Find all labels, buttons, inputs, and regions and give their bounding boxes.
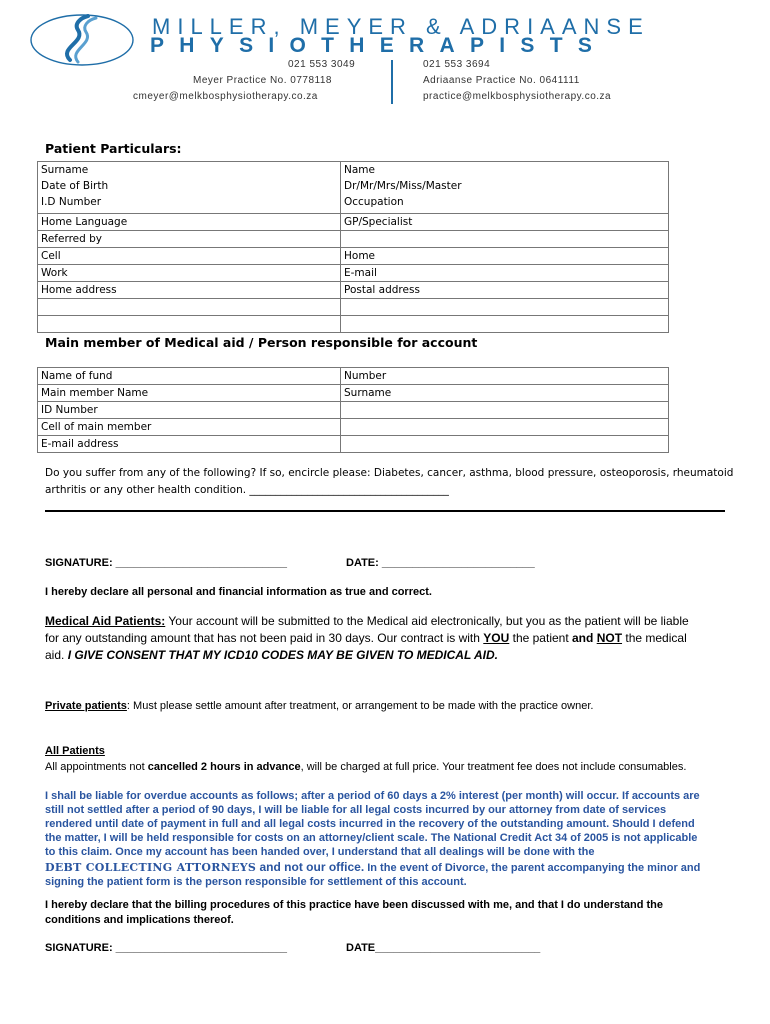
patient-cell-blank[interactable]	[38, 299, 341, 316]
all-patients-text	[45, 761, 686, 773]
liability-line: to this claim. Once my account has been handed over, I understand that all dealings will be done with the	[45, 846, 595, 858]
medical-aid-text: for any outstanding amount that has not been paid in 30 days. Our contract is with	[45, 631, 484, 645]
medical-cell[interactable]	[341, 402, 669, 419]
private-patients-label: Private patients	[45, 700, 127, 712]
medical-cell[interactable]	[341, 419, 669, 436]
patient-table	[37, 161, 669, 333]
medical-aid-text: the patient	[509, 631, 572, 645]
field-label: Cell	[41, 250, 61, 262]
medical-cell[interactable]	[341, 368, 669, 385]
medical-section-title: Main member of Medical aid / Person responsible for account	[45, 335, 478, 350]
conditions-question: Do you suffer from any of the following? If so, encircle please: Diabetes, cancer, asthma, blood pressure, osteoporosis, rheumatoid	[45, 467, 734, 479]
field-label: Surname	[41, 164, 89, 176]
billing-line: conditions and implications thereof.	[45, 914, 234, 926]
medical-aid-paragraph	[45, 613, 735, 664]
divider-line	[45, 510, 725, 512]
patient-cell[interactable]	[341, 248, 669, 265]
field-label: Name	[344, 164, 375, 176]
firm-name: MILLER, MEYER & ADRIAANSE	[152, 14, 650, 39]
field-label: ID Number	[41, 404, 98, 416]
patient-cell-name[interactable]	[341, 162, 669, 214]
patient-cell[interactable]	[341, 231, 669, 248]
medical-cell[interactable]	[341, 436, 669, 453]
private-patients-paragraph	[45, 700, 593, 712]
patient-cell[interactable]	[341, 265, 669, 282]
patient-cell-blank[interactable]	[341, 299, 669, 316]
right-practice-number: Adriaanse Practice No. 0641111	[423, 75, 580, 86]
field-label	[344, 402, 665, 418]
header-divider	[391, 60, 393, 104]
field-label: E-mail	[344, 267, 377, 279]
field-label: Occupation	[344, 196, 404, 208]
left-email: cmeyer@melkbosphysiotherapy.co.za	[133, 91, 318, 102]
consent-statement: I GIVE CONSENT THAT MY ICD10 CODES MAY BE GIVEN TO MEDICAL AID.	[67, 648, 498, 662]
field-label: Cell of main member	[41, 421, 152, 433]
field-label: E-mail address	[41, 438, 119, 450]
profession-title: PHYSIOTHERAPISTS	[150, 34, 608, 57]
all-patients-text-a: All appointments not	[45, 761, 148, 773]
field-label: I.D Number	[41, 196, 102, 208]
you-emphasis: YOU	[483, 631, 510, 645]
patient-cell-personal[interactable]	[38, 162, 341, 214]
field-label: Number	[344, 370, 387, 382]
cancellation-emphasis: cancelled 2 hours in advance	[147, 761, 301, 773]
all-patients-text-b: , will be charged at full price. Your treatment fee does not include consumables.	[300, 761, 687, 773]
medical-cell[interactable]	[38, 368, 341, 385]
liability-line: still not settled after a period of 90 days, I will be liable for all legal costs incurred by our attorney from date of services	[45, 804, 667, 816]
patient-cell[interactable]	[38, 231, 341, 248]
patient-cell[interactable]	[38, 248, 341, 265]
field-label: Date of Birth	[41, 180, 109, 192]
not-emphasis: NOT	[596, 631, 623, 645]
field-label: GP/Specialist	[344, 216, 413, 228]
field-label	[344, 419, 665, 435]
patient-cell[interactable]	[38, 265, 341, 282]
field-label: Referred by	[41, 233, 103, 245]
liability-line: rendered until date of payment in full and all legal costs incurred in the recovery of the outstanding amount. Should I defend	[45, 818, 695, 830]
liability-line: the matter, I will be held responsible for costs on an attorney/client scale. The National Credit Act 34 of 2005 is not applicable	[45, 832, 698, 844]
signature-field[interactable]: SIGNATURE: ____________________________	[45, 557, 287, 569]
debt-collecting-attorneys: DEBT COLLECTING ATTORNEYS	[45, 861, 257, 874]
patient-cell[interactable]	[38, 282, 341, 299]
field-label: Main member Name	[41, 387, 149, 399]
medical-cell[interactable]	[341, 385, 669, 402]
right-email: practice@melkbosphysiotherapy.co.za	[423, 91, 612, 102]
patient-cell-blank[interactable]	[38, 316, 341, 333]
date-field[interactable]: DATE: _________________________	[346, 557, 535, 569]
field-label	[344, 231, 665, 247]
all-patients-label: All Patients	[45, 745, 105, 757]
liability-divorce: In the event of Divorce, the parent accompanying the minor and	[364, 862, 701, 874]
medical-aid-text: the medical	[622, 631, 687, 645]
and-emphasis: and	[572, 631, 594, 645]
field-label: Home	[344, 250, 376, 262]
medical-cell[interactable]	[38, 419, 341, 436]
date-field-2[interactable]: DATE___________________________	[346, 942, 541, 954]
signature-field-2[interactable]: SIGNATURE: ____________________________	[45, 942, 287, 954]
patient-section-title: Patient Particulars:	[45, 141, 182, 156]
field-label: Home address	[41, 284, 117, 296]
medical-aid-text: Your account will be submitted to the Medical aid electronically, but you as the patient will be liable	[165, 614, 689, 628]
field-label	[344, 436, 665, 452]
medical-cell[interactable]	[38, 402, 341, 419]
field-label: Postal address	[344, 284, 420, 296]
practice-logo	[28, 12, 136, 68]
medical-cell[interactable]	[38, 385, 341, 402]
left-phone: 021 553 3049	[288, 59, 356, 70]
medical-aid-label: Medical Aid Patients:	[45, 614, 166, 628]
private-patients-text: : Must please settle amount after treatment, or arrangement to be made with the practice owner.	[126, 700, 594, 712]
liability-line: I shall be liable for overdue accounts as follows; after a period of 60 days a 2% interest (per month) will occur. If accounts are	[45, 790, 700, 802]
medical-table	[37, 367, 669, 453]
field-label: Surname	[344, 387, 392, 399]
billing-declaration	[45, 898, 663, 928]
liability-paragraph	[45, 789, 745, 889]
patient-cell[interactable]	[38, 214, 341, 231]
conditions-question-cont: arthritis or any other health condition. ______________________________________	[45, 484, 449, 496]
declaration-text: I hereby declare all personal and financial information as true and correct.	[45, 586, 432, 598]
field-label: Home Language	[41, 216, 128, 228]
liability-office: and not our office.	[256, 860, 365, 874]
right-phone: 021 553 3694	[423, 59, 491, 70]
field-label: Work	[41, 267, 68, 279]
patient-cell-blank[interactable]	[341, 316, 669, 333]
left-practice-number: Meyer Practice No. 0778118	[193, 75, 332, 86]
medical-aid-text: aid.	[45, 648, 68, 662]
liability-line: signing the patient form is the person responsible for settlement of this account.	[45, 876, 467, 888]
patient-cell[interactable]	[341, 214, 669, 231]
patient-cell[interactable]	[341, 282, 669, 299]
field-label: Name of fund	[41, 370, 113, 382]
billing-line: I hereby declare that the billing procedures of this practice have been discussed with me, and that I do understand the	[45, 899, 663, 911]
field-label: Dr/Mr/Mrs/Miss/Master	[344, 180, 462, 192]
medical-cell[interactable]	[38, 436, 341, 453]
